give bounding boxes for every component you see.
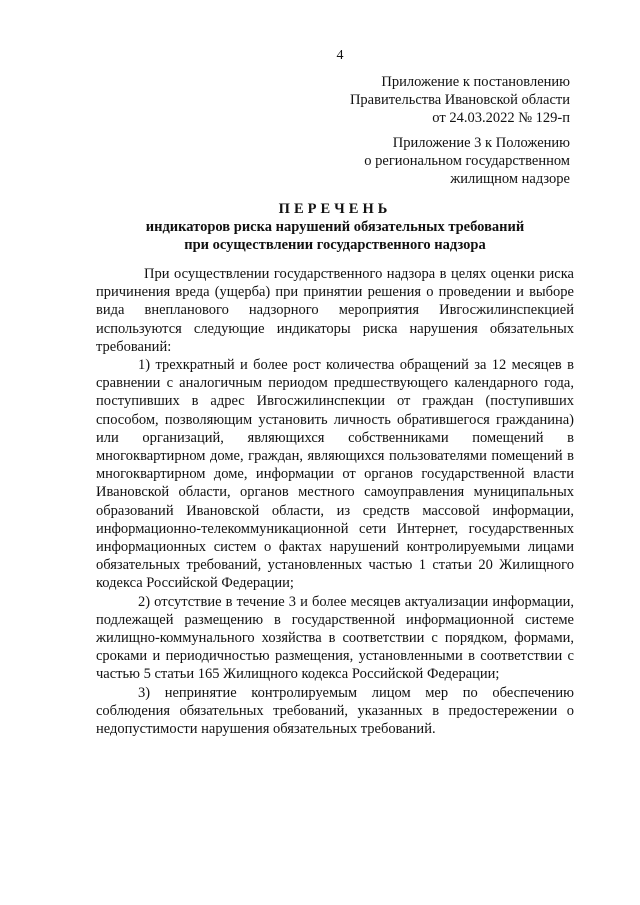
appendix-line: Приложение 3 к Положению [392, 135, 570, 151]
document-title [96, 200, 574, 254]
list-item: 2) отсутствие в течение 3 и более месяцев актуализации информации, подлежащей размещению в государственной информационной системе жилищно-коммунального хозяйства в соответствии с порядком, формами, сроками и периодичностью размещения, установленными в соответствии с частью 5 статьи 165 Жилищного кодекса Российской Федерации; [96, 593, 574, 683]
appendix-line: о региональном государственном [364, 153, 570, 169]
appendix-line: от 24.03.2022 № 129-п [432, 110, 570, 126]
intro-paragraph: При осуществлении государственного надзора в целях оценки риска причинения вреда (ущерба) при принятии решения о проведении и выборе вида внепланового надзорного мероприятия Ивгосжилинспекцией используются следующие индикаторы риска нарушения обязательных требований: [96, 266, 574, 355]
page-number: 4 [336, 48, 344, 63]
appendix-reference-regulation [364, 134, 570, 188]
list-item: 1) трехкратный и более рост количества обращений за 12 месяцев в сравнении с аналогичным периодом предшествующего календарного года, поступивших в адрес Ивгосжилинспекции от граждан (поступивших способом, позволяющим установить личность обратившегося гражданина) или организаций, являющихся собственниками помещений в многоквартирном доме, граждан, являющихся пользователями помещений в многоквартирном доме, информации от органов государственной власти Ивановской области, органов местного самоуправления муниципальных образований Ивановской области, из средств массовой информации, информационно-телекоммуникационной сети Интернет, государственных информационных систем о фактах нарушений контролируемыми лицами обязательных требований, установленных частью 1 статьи 20 Жилищного кодекса Российской Федерации; [96, 357, 574, 592]
title-subtitle-line: при осуществлении государственного надзора [184, 237, 486, 253]
appendix-line: Приложение к постановлению [381, 74, 570, 90]
appendix-reference-resolution [350, 73, 570, 127]
document-body [96, 265, 574, 738]
title-heading: ПЕРЕЧЕНЬ [278, 201, 392, 217]
appendix-line: Правительства Ивановской области [349, 92, 570, 108]
title-subtitle-line: индикаторов риска нарушений обязательных требований [145, 219, 525, 235]
list-item: 3) непринятие контролируемым лицом мер по обеспечению соблюдения обязательных требований, указанных в предостережении о недопустимости нарушения обязательных требований. [96, 684, 574, 738]
appendix-line: жилищном надзоре [450, 171, 570, 187]
